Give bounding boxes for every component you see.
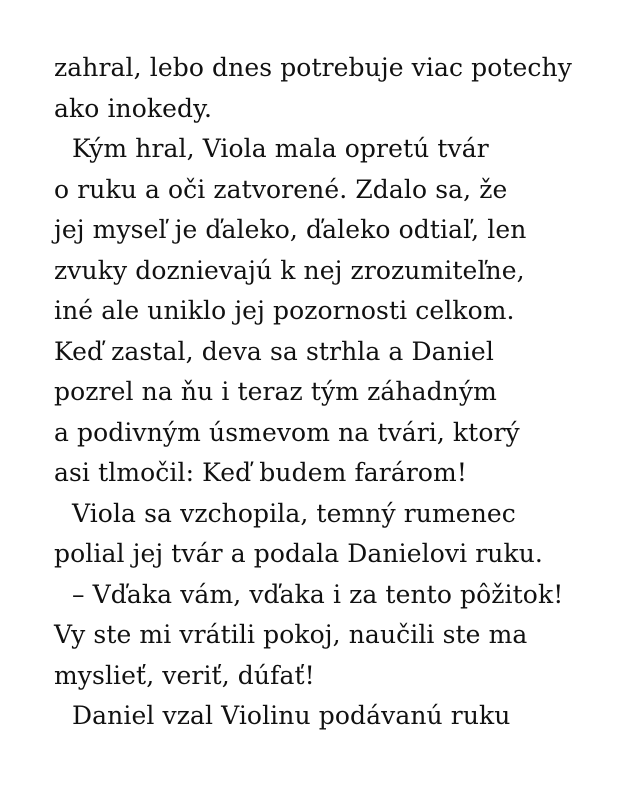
text-line: asi tlmočil: Keď budem farárom!	[54, 458, 468, 487]
text-line: polial jej tvár a podala Danielovi ruku.	[54, 539, 543, 568]
text-line: iné ale uniklo jej pozornosti celkom.	[54, 296, 515, 325]
text-line: Viola sa vzchopila, temný rumenec	[72, 498, 516, 528]
text-line: Vy ste mi vrátili pokoj, naučili ste ma	[54, 620, 528, 649]
text-line: zvuky doznievajú k nej zrozumiteľne,	[54, 255, 525, 285]
text-line: – Vďaka vám, vďaka i za tento pôžitok!	[72, 579, 564, 609]
page-text	[54, 48, 614, 737]
text-line: jej myseľ je ďaleko, ďaleko odtiaľ, len	[54, 215, 527, 244]
text-line: Kým hral, Viola mala opretú tvár	[72, 134, 489, 163]
text-line: zahral, lebo dnes potrebuje viac potechy	[54, 53, 572, 82]
text-line: ako inokedy.	[54, 93, 213, 123]
text-line: Keď zastal, deva sa strhla a Daniel	[54, 336, 494, 366]
text-line: pozrel na ňu i teraz tým záhadným	[54, 377, 497, 406]
text-line: myslieť, veriť, dúfať!	[54, 660, 315, 690]
text-line: Daniel vzal Violinu podávanú ruku	[72, 701, 511, 730]
text-line: o ruku a oči zatvorené. Zdalo sa, že	[54, 174, 508, 204]
text-line: a podivným úsmevom na tvári, ktorý	[54, 417, 520, 447]
